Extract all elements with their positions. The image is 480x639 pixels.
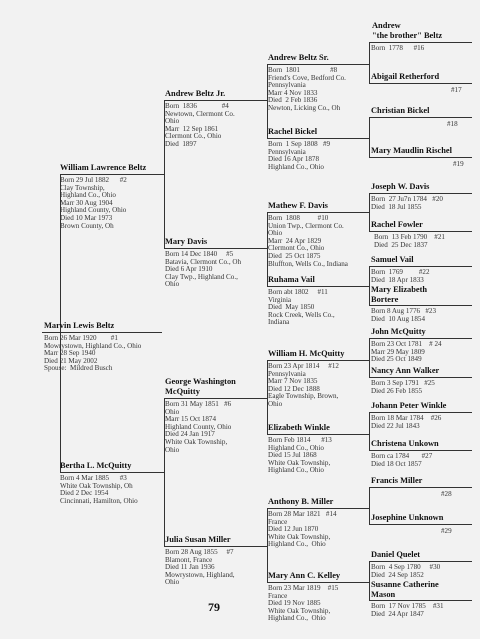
rule-p16 xyxy=(369,42,472,43)
rule-p15 xyxy=(267,582,369,583)
person-3-name: Bertha L. McQuitty xyxy=(60,461,132,470)
connector-p13 xyxy=(369,412,370,450)
person-16-name: Andrew "the brother" Beltz xyxy=(372,21,443,40)
person-19-facts: #19 xyxy=(453,160,464,168)
rule-p4 xyxy=(164,100,267,101)
rule-p19 xyxy=(369,157,472,158)
connector-p12 xyxy=(369,338,370,377)
person-13-name: Elizabeth Winkle xyxy=(268,423,330,432)
person-8-facts: Born 1801 #8 Friend's Cove, Bedford Co. Pennsylvania Marr 4 Nov 1833 Died 2 Feb 1836 Newton, Licking Co., Oh xyxy=(268,66,346,112)
person-25-name: Nancy Ann Walker xyxy=(371,366,440,375)
person-1-name: Marvin Lewis Beltz xyxy=(44,321,115,330)
rule-p28 xyxy=(369,487,472,488)
person-14-facts: Born 28 Mar 1821 #14 France Died 12 Jun 1870 White Oak Township, Highland Co., Ohio xyxy=(268,510,337,549)
person-3-facts: Born 4 Mar 1885 #3 White Oak Township, Oh Died 2 Dec 1954 Cincinnati, Hamilton, Ohio xyxy=(60,474,138,505)
person-20-facts: Born 27 Ju7n 1784 #20 Died 18 Jul 1855 xyxy=(371,195,443,211)
rule-p24 xyxy=(369,338,472,339)
rule-p21 xyxy=(369,231,472,232)
rule-p27 xyxy=(369,450,472,451)
person-29-facts: #29 xyxy=(441,527,452,535)
person-29-name: Josephine Unknown xyxy=(371,513,444,522)
person-17-name: Abigail Retherford xyxy=(371,72,440,81)
rule-p31 xyxy=(369,600,472,601)
person-7-name: Julia Susan Miller xyxy=(165,535,231,544)
person-4-name: Andrew Beltz Jr. xyxy=(165,89,226,98)
person-16-facts: Born 1778 #16 xyxy=(371,44,425,52)
person-2-name: William Lawrence Beltz xyxy=(60,163,147,172)
person-28-facts: #28 xyxy=(441,490,452,498)
person-6-name: George Washington McQuitty xyxy=(165,377,236,396)
person-22-name: Samuel Vail xyxy=(371,255,414,264)
person-15-facts: Born 23 Mar 1819 #15 France Died 19 Nov 1885 White Oak Township, Highland Co., Ohio xyxy=(268,584,339,623)
person-11-facts: Born abt 1802 #11 Virginia Died May 1850 Rock Creek, Wells Co., Indiana xyxy=(268,288,335,327)
person-9-facts: Born 1 Sep 1808 #9 Pennsylvania Died 16 Apr 1878 Highland Co., Ohio xyxy=(268,140,331,171)
person-30-facts: Born 4 Sep 1780 #30 Died 24 Sep 1852 xyxy=(371,563,441,579)
rule-p2 xyxy=(60,174,164,175)
rule-p5 xyxy=(164,248,267,249)
rule-p11 xyxy=(267,286,369,287)
rule-p30 xyxy=(369,561,472,562)
rule-p6 xyxy=(164,398,267,399)
rule-p26 xyxy=(369,412,472,413)
person-7-facts: Born 28 Aug 1855 #7 Blamont, France Died 11 Jan 1936 Mowrystown, Highland, Ohio xyxy=(165,548,235,587)
rule-p18 xyxy=(369,117,472,118)
person-11-name: Ruhama Vail xyxy=(268,275,315,284)
person-5-facts: Born 14 Dec 1840 #5 Batavia, Clermont Co., Oh Died 6 Apr 1910 Clay Twp., Highland Co., Ohio xyxy=(165,250,242,289)
person-9-name: Rachel Bickel xyxy=(268,127,318,136)
rule-p14 xyxy=(267,508,369,509)
rule-p23 xyxy=(369,305,472,306)
connector-p11 xyxy=(369,266,370,305)
connector-p10 xyxy=(369,193,370,231)
person-6-facts: Born 31 May 1851 #6 Ohio Marr 15 Oct 1874 Highland County, Ohio Died 24 Jan 1917 White Oak Township, Ohio xyxy=(165,400,232,454)
rule-p9 xyxy=(267,138,369,139)
person-4-facts: Born 1836 #4 Newtown, Clermont Co. Ohio Marr 12 Sep 1861 Clermont Co., Ohio Died 1897 xyxy=(165,102,235,148)
person-23-facts: Born 8 Aug 1776 #23 Died 10 Aug 1854 xyxy=(371,307,437,323)
connector-p15 xyxy=(369,561,370,600)
person-18-name: Christian Bickel xyxy=(371,106,430,115)
rule-p3 xyxy=(60,472,164,473)
person-28-name: Francis Miller xyxy=(371,476,423,485)
person-15-name: Mary Ann C. Kelley xyxy=(268,571,341,580)
person-19-name: Mary Maudlin Rischel xyxy=(371,146,452,155)
rule-p8 xyxy=(267,64,369,65)
person-22-facts: Born 1769 #22 Died 18 Apr 1833 xyxy=(371,268,430,284)
person-30-name: Daniel Quelet xyxy=(371,550,421,559)
person-24-name: John McQuitty xyxy=(371,327,426,336)
rule-p20 xyxy=(369,193,472,194)
person-12-name: William H. McQuitty xyxy=(268,349,345,358)
person-17-facts: #17 xyxy=(451,86,462,94)
rule-p22 xyxy=(369,266,472,267)
rule-p12 xyxy=(267,360,369,361)
rule-p29 xyxy=(369,524,472,525)
rule-p10 xyxy=(267,212,369,213)
rule-p17 xyxy=(369,83,472,84)
person-21-facts: Born 13 Feb 1790 #21 Died 25 Dec 1837 xyxy=(374,233,445,249)
person-25-facts: Born 3 Sep 1791 #25 Died 26 Feb 1855 xyxy=(371,379,435,395)
person-24-facts: Born 23 Oct 1781 # 24 Marr 29 May 1809 Died 25 Oct 1849 xyxy=(371,340,442,364)
person-26-facts: Born 18 Mar 1784 #26 Died 22 Jul 1843 xyxy=(371,414,442,430)
connector-p8 xyxy=(369,42,370,83)
connector-p9 xyxy=(369,117,370,157)
person-21-name: Rachel Fowler xyxy=(371,220,423,229)
page-number: 79 xyxy=(208,600,220,614)
rule-p7 xyxy=(164,546,267,547)
person-10-facts: Born 1808 #10 Union Twp., Clermont Co. Ohio Marr 24 Apr 1829 Clermont Co., Ohio Died 25 Oct 1875 Bluffton, Wells Co., Indiana xyxy=(268,214,348,268)
person-12-facts: Born 23 Apr 1814 #12 Pennsylvania Marr 7 Nov 1835 Died 12 Dec 1888 Eagle Township, Brown, Ohio xyxy=(268,362,339,408)
person-20-name: Joseph W. Davis xyxy=(371,182,430,191)
person-23-name: Mary Elizabeth Bortere xyxy=(371,285,428,304)
person-31-facts: Born 17 Nov 1785 #31 Died 24 Apr 1847 xyxy=(371,602,444,618)
rule-p25 xyxy=(369,377,472,378)
rule-p13 xyxy=(267,434,369,435)
connector-p14 xyxy=(369,487,370,524)
person-2-facts: Born 29 Jul 1882 #2 Clay Township, Highland Co., Ohio Marr 30 Aug 1904 Highland County, Ohio Died 10 Mar 1973 Brown County, Oh xyxy=(60,176,127,230)
person-26-name: Johann Peter Winkle xyxy=(371,401,447,410)
person-27-name: Christena Unkown xyxy=(371,439,439,448)
person-27-facts: Born ca 1784 #27 Died 18 Oct 1857 xyxy=(371,452,433,468)
person-1-facts: Born 26 Mar 1920 #1 Mowrystown, Highland Co., Ohio Marr 28 Sep 1940 Died 21 May 2002 Spouse: Mildred Busch xyxy=(44,334,142,373)
person-8-name: Andrew Beltz Sr. xyxy=(268,53,329,62)
person-13-facts: Born Feb 1814 #13 Highland Co., Ohio Died 15 Jul 1868 White Oak Township, Highland Co., Ohio xyxy=(268,436,332,475)
person-5-name: Mary Davis xyxy=(165,237,208,246)
person-31-name: Susanne Catherine Mason xyxy=(371,580,439,599)
person-10-name: Mathew F. Davis xyxy=(268,201,328,210)
person-18-facts: #18 xyxy=(447,120,458,128)
person-14-name: Anthony B. Miller xyxy=(268,497,334,506)
